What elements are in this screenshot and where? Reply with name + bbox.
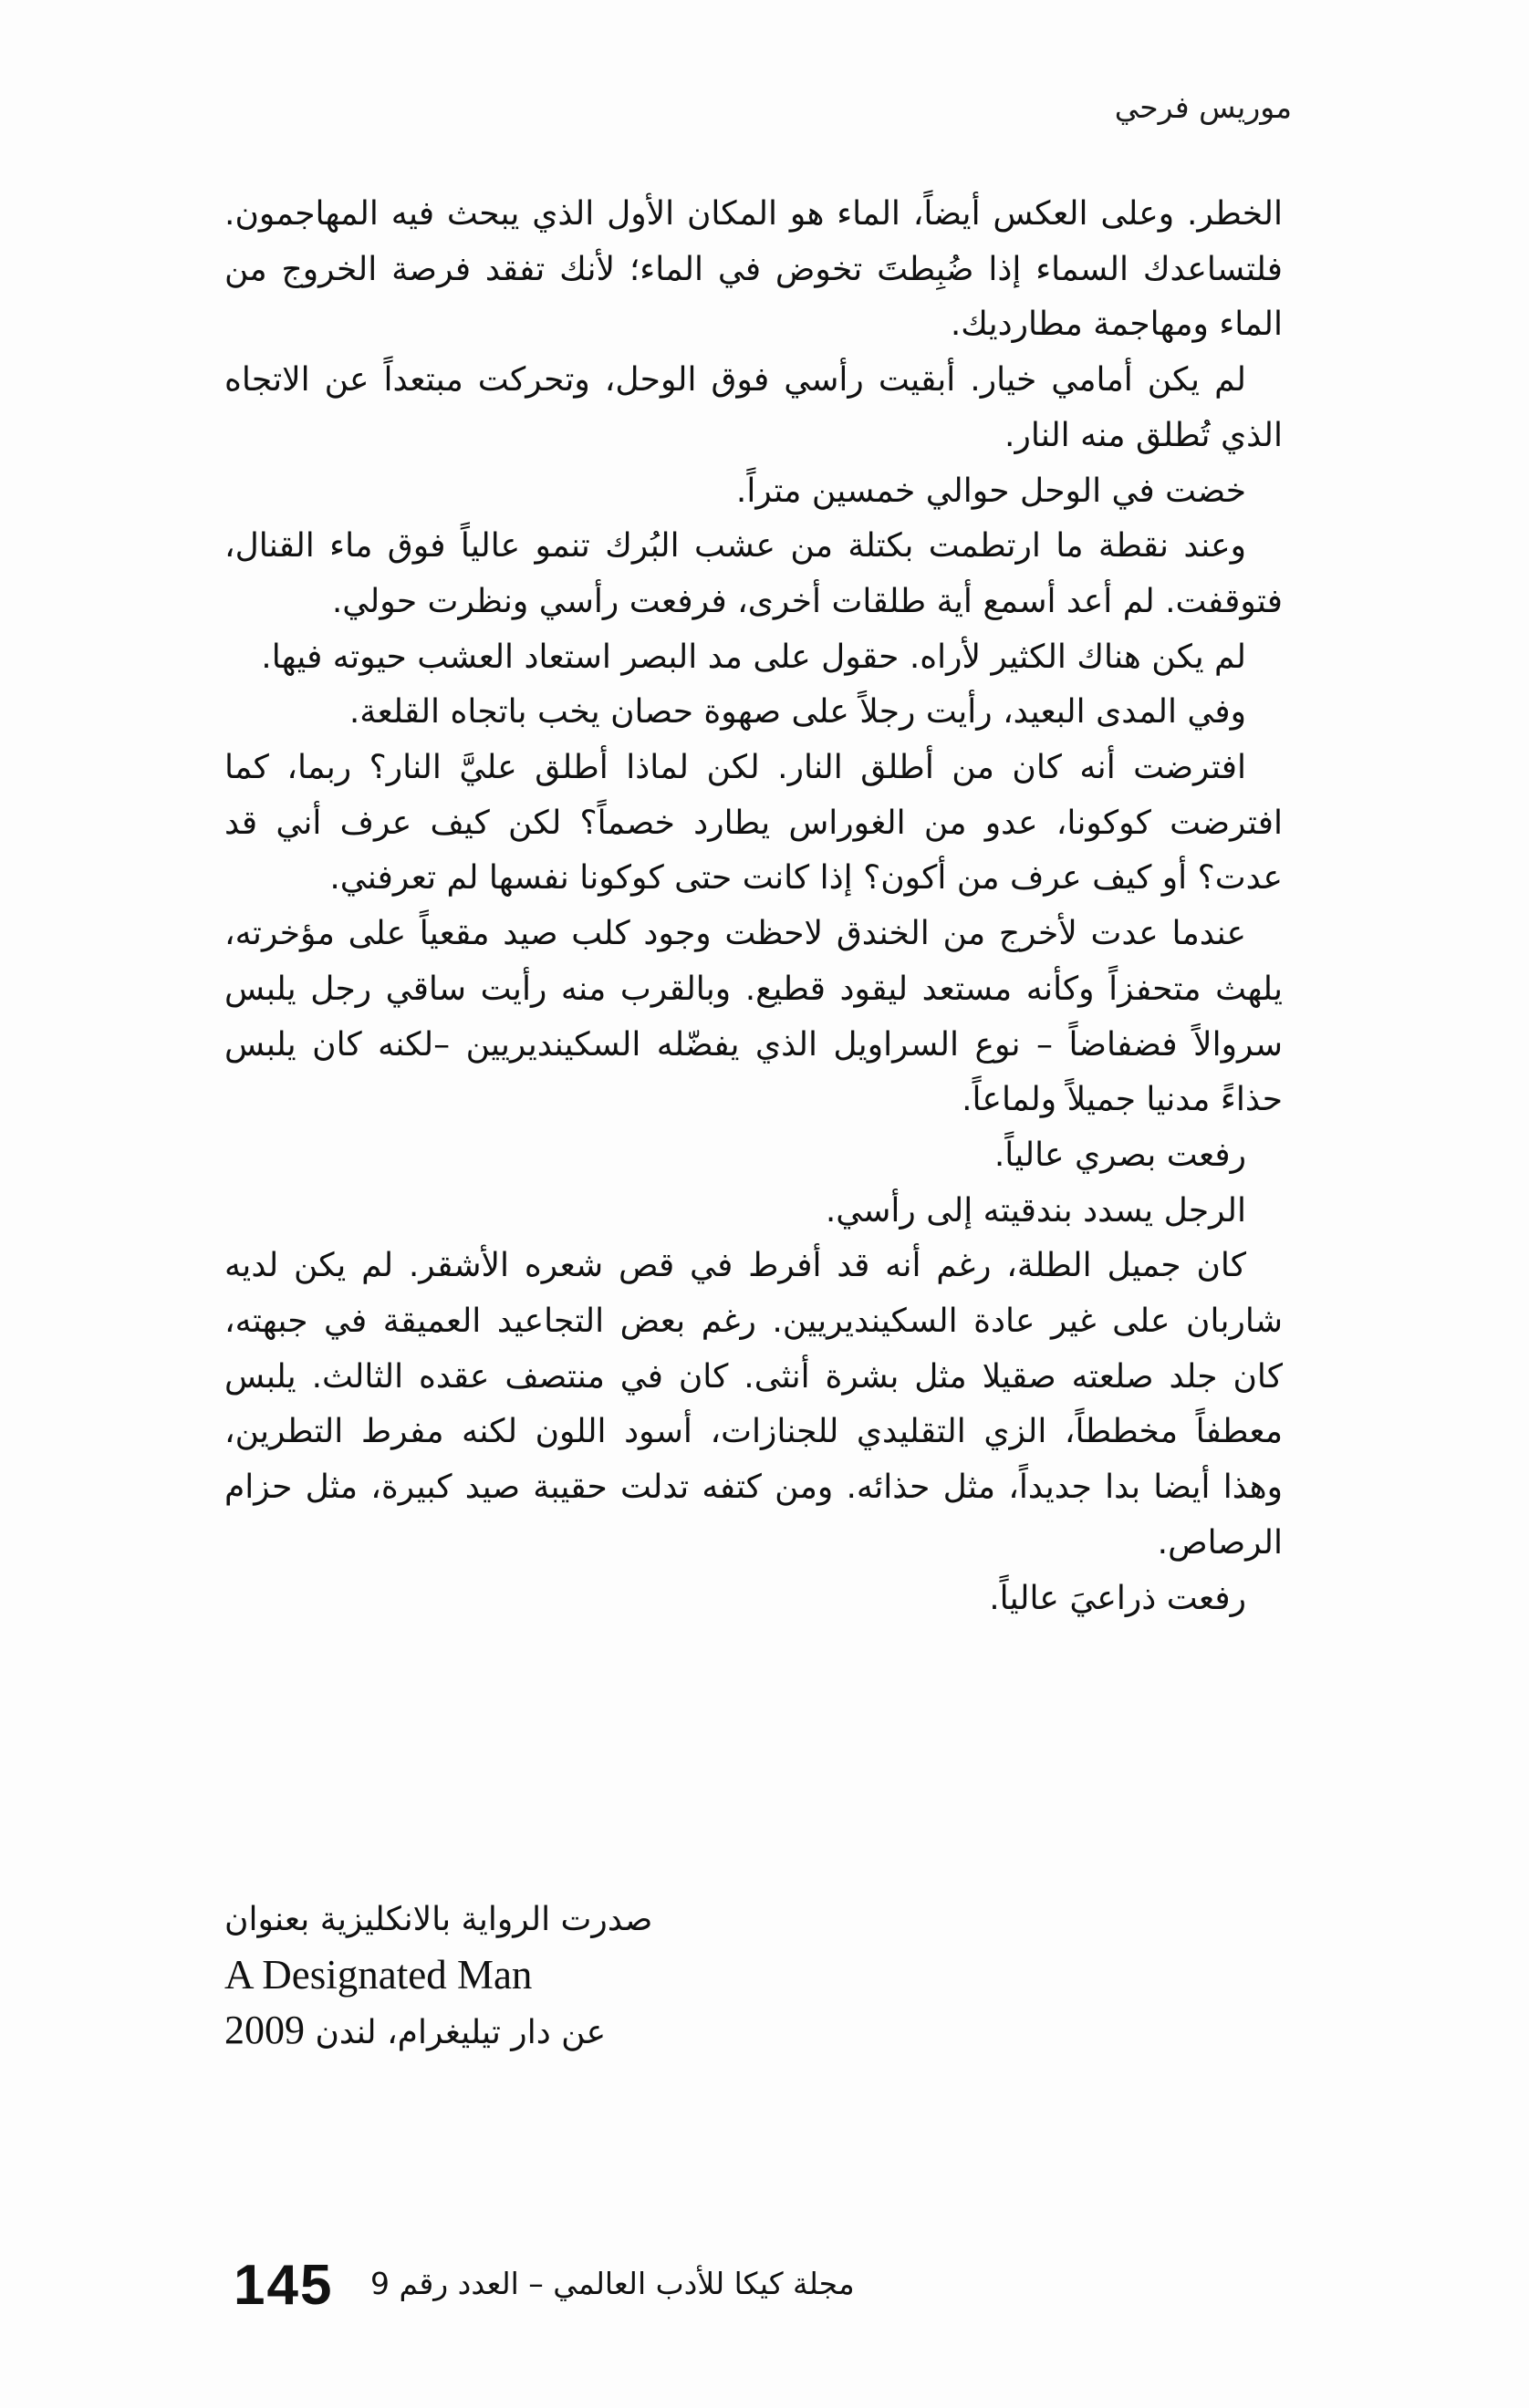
paragraph-6: وفي المدى البعيد، رأيت رجلاً على صهوة حصان يخب باتجاه القلعة.	[348, 693, 1246, 732]
paragraph-4: وعند نقطة ما ارتطمت بكتلة من عشب البُرك تنمو عالياً فوق ماء القنال، فتوقفت. لم أعد أسمع أية طلقات أخرى، فرفعت رأسي ونظرت حولي.	[224, 527, 1283, 620]
note-line-published: صدرت الرواية بالانكليزية بعنوان	[224, 1901, 653, 1938]
paragraph-11: كان جميل الطلة، رغم أنه قد أفرط في قص شعره الأشقر. لم يكن لديه شاربان على غير عادة السكينديريين. رغم بعض التجاعيد العميقة في جبهته، كان جلد صلعته صقيلا مثل بشرة أنثى. كان في منتصف عقده الثالث. يلبس معطفاً مخططاً، الزي التقليدي للجنازات، أسود اللون لكنه مفرط التطرين، وهذا أيضا بدا جديداً، مثل حذائه. ومن كتفه تدلت حقيبة صيد كبيرة، مثل حزام الرصاص.	[224, 1247, 1283, 1562]
paragraph-12: رفعت ذراعيَ عالياً.	[989, 1579, 1246, 1617]
paragraph-9: رفعت بصري عالياً.	[993, 1136, 1246, 1174]
body-text	[224, 187, 1283, 1626]
paragraph-10: الرجل يسدد بندقيته إلى رأسي.	[825, 1191, 1246, 1230]
note-publisher-text: عن دار تيليغرام، لندن	[315, 2014, 607, 2051]
page-number: 145	[234, 2254, 334, 2317]
paragraph-3: خضت في الوحل حوالي خمسين متراً.	[735, 472, 1246, 510]
note-year: 2009	[224, 2008, 305, 2052]
page-footer	[234, 2253, 872, 2317]
note-line-publisher	[224, 2002, 735, 2061]
publication-note	[224, 1893, 735, 2061]
note-english-title: A Designated Man	[224, 1952, 533, 1998]
journal-name: مجلة كيكا للأدب العالمي – العدد رقم 9	[370, 2266, 855, 2301]
running-head-author: موريس فرحي	[1114, 89, 1292, 125]
paragraph-8: عندما عدت لأخرج من الخندق لاحظت وجود كلب صيد مقعياً على مؤخرته، يلهث متحفزاً وكأنه مستعد ليقود قطيع. وبالقرب منه رأيت ساقي رجل يلبس سروالاً فضفاضاً – نوع السراويل الذي يفضّله السكينديريين –لكنه كان يلبس حذاءً مدنيا جميلاً ولماعاً.	[224, 915, 1283, 1119]
paragraph-5: لم يكن هناك الكثير لأراه. حقول على مد البصر استعاد العشب حيوته فيها.	[261, 638, 1246, 676]
paragraph-1: الخطر. وعلى العكس أيضاً، الماء هو المكان الأول الذي يبحث فيه المهاجمون. فلتساعدك السماء إذا ضُبِطتَ تخوض في الماء؛ لأنك تفقد فرصة الخروج من الماء ومهاجمة مطارديك.	[224, 195, 1283, 344]
paragraph-2: لم يكن أمامي خيار. أبقيت رأسي فوق الوحل، وتحركت مبتعداً عن الاتجاه الذي تُطلق منه النار.	[224, 361, 1283, 454]
paragraph-7: افترضت أنه كان من أطلق النار. لكن لماذا أطلق عليَّ النار؟ ربما، كما افترضت كوكونا، عدو من الغوراس يطارد خصماً؟ لكن كيف عرف أني قد عدت؟ أو كيف عرف من أكون؟ إذا كانت حتى كوكونا نفسها لم تعرفني.	[224, 749, 1283, 898]
